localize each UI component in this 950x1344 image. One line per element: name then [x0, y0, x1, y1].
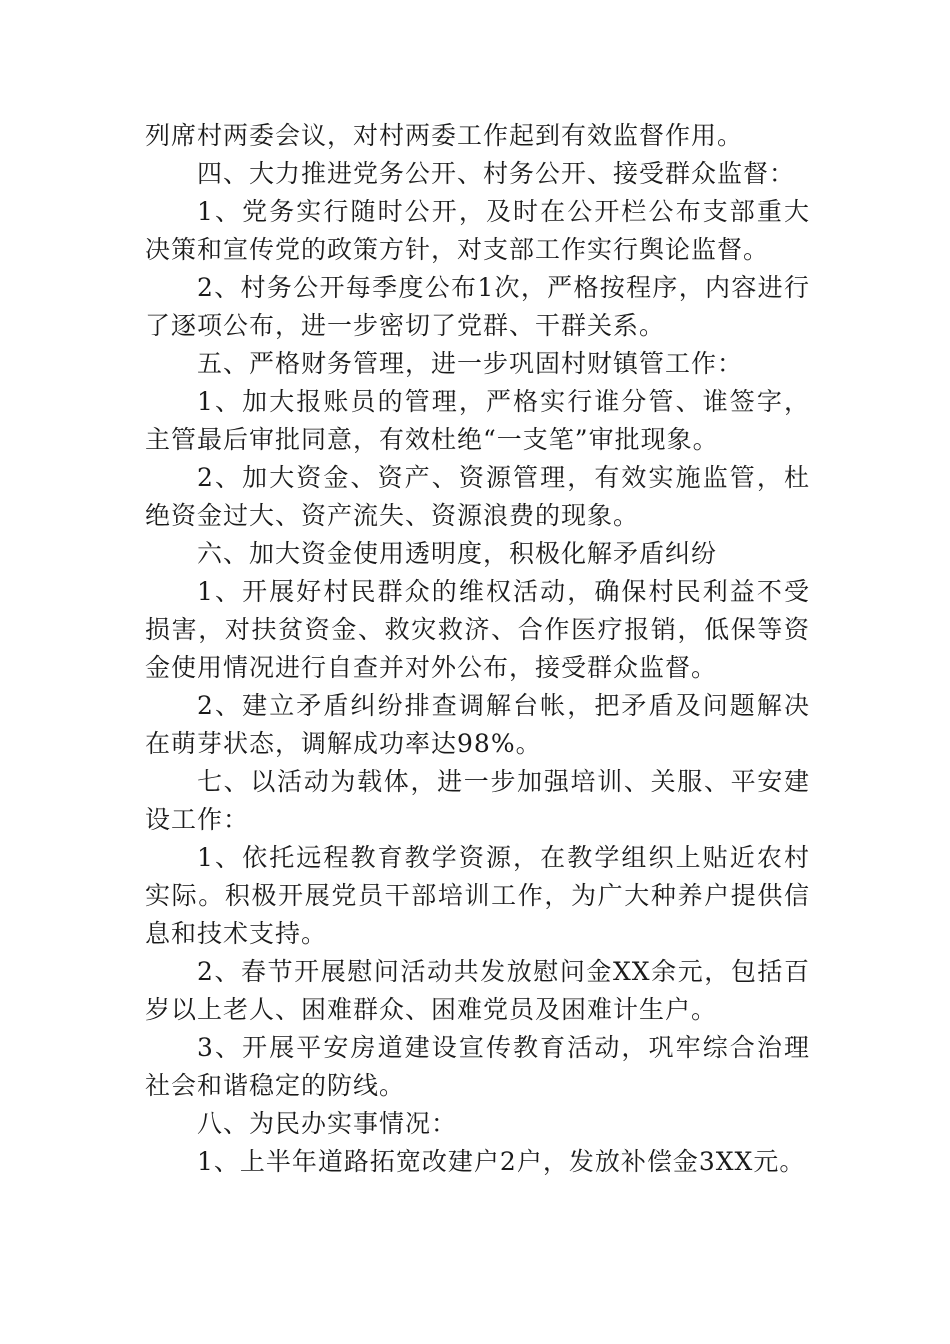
paragraph: 2、春节开展慰问活动共发放慰问金XX余元，包括百岁以上老人、困难群众、困难党员及困难计生户。	[145, 957, 810, 1024]
section-heading: 五、严格财务管理，进一步巩固村财镇管工作：	[197, 349, 744, 378]
paragraph: 1、上半年道路拓宽改建户2户，发放补偿金3XX元。	[197, 1147, 806, 1176]
section-heading: 八、为民办实事情况：	[197, 1109, 458, 1138]
section-heading: 六、加大资金使用透明度，积极化解矛盾纠纷	[197, 539, 718, 568]
paragraph: 1、加大报账员的管理，严格实行谁分管、谁签字，主管最后审批同意，有效杜绝“一支笔”审批现象。	[145, 387, 810, 454]
paragraph: 2、村务公开每季度公布1次，严格按程序，内容进行了逐项公布，进一步密切了党群、干群关系。	[145, 273, 810, 340]
paragraph: 列席村两委会议，对村两委工作起到有效监督作用。	[145, 121, 744, 150]
paragraph: 1、依托远程教育教学资源，在教学组织上贴近农村实际。积极开展党员干部培训工作，为广大种养户提供信息和技术支持。	[145, 843, 810, 948]
paragraph: 2、建立矛盾纠纷排查调解台帐，把矛盾及问题解决在萌芽状态，调解成功率达98%。	[145, 691, 810, 758]
document-body	[145, 117, 810, 1181]
paragraph: 1、开展好村民群众的维权活动，确保村民利益不受损害，对扶贫资金、救灾救济、合作医疗报销，低保等资金使用情况进行自查并对外公布，接受群众监督。	[145, 577, 810, 682]
paragraph: 1、党务实行随时公开，及时在公开栏公布支部重大决策和宣传党的政策方针，对支部工作实行舆论监督。	[145, 197, 810, 264]
paragraph: 2、加大资金、资产、资源管理，有效实施监管，杜绝资金过大、资产流失、资源浪费的现象。	[145, 463, 810, 530]
section-heading: 七、以活动为载体，进一步加强培训、关服、平安建设工作：	[145, 767, 810, 834]
paragraph: 3、开展平安房道建设宣传教育活动，巩牢综合治理社会和谐稳定的防线。	[145, 1033, 810, 1100]
section-heading: 四、大力推进党务公开、村务公开、接受群众监督：	[197, 159, 796, 188]
